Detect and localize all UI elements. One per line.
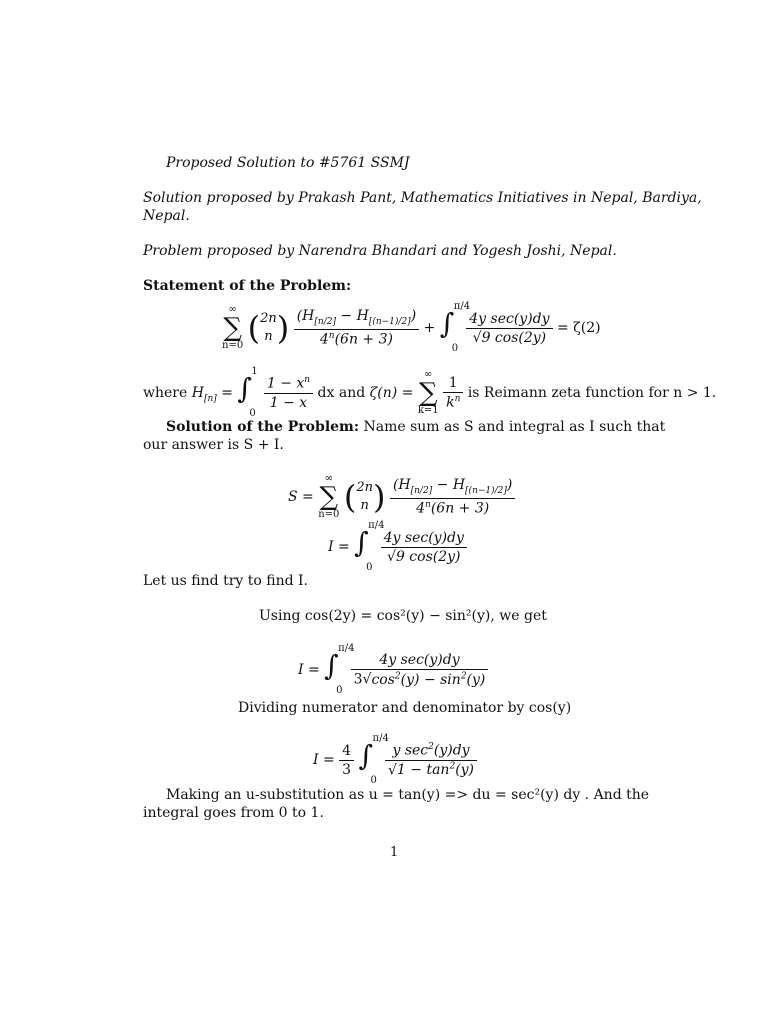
solution-heading-line — [166, 420, 665, 434]
substitution-text: Making an u-substitution as u = tan(y) => du = sec²(y) dy . And the — [166, 787, 650, 803]
zeta-description: is Reimann zeta function for n > 1. — [467, 385, 717, 401]
find-i-text: Let us find try to find I. — [143, 573, 309, 589]
sum-operator: ∞ ∑ n=0 — [318, 473, 340, 520]
solution-author-line: Solution proposed by Prakash Pant, Mathematics Initiatives in Nepal, Bardiya, — [143, 190, 702, 206]
document-title: Proposed Solution to #5761 SSMJ — [166, 155, 410, 171]
harmonic-fraction: $\frac{(H_{[n/2]} - H_{[(n-1)/2]})}{4^n(6n + 3)}$ — [390, 478, 515, 515]
zeta-term: $\frac{1}{k^n}$ — [443, 376, 463, 410]
sum-operator: ∞ ∑ k=1 — [417, 369, 439, 416]
solution-heading: Solution of the Problem: — [166, 419, 360, 435]
definitions-line: where $H_{[n]}$ = ∫ 1 0 $\frac{1 - x^n}{1 - x}$ dx and ζ(n) = ∞ ∑ k=1 $\frac{1}{k^n}$ is Reimann zeta function for n > 1. — [143, 366, 717, 419]
problem-equation: ∞ ∑ n=0 (2n n ) $\frac{(H_{[n/2]} - H_{[(n-1)/2]})}{4^n(6n + 3)}$ + ∫ π/4 0 $\frac{\text{4y sec(y)dy}}{√9 \cos(2y)}$ = ζ(2) — [222, 301, 601, 354]
integral-sign: ∫ π/4 0 — [354, 520, 385, 573]
integral-sign: ∫ π/4 0 — [439, 301, 471, 354]
solution-author-line-cont: Nepal. — [143, 208, 190, 224]
reduced-integrand: $\frac{y \sec^2(y)dy}{√1 - \tan^2(y)}$ — [385, 743, 477, 777]
solution-intro-cont: our answer is S + I. — [143, 437, 284, 453]
dividing-text: Dividing numerator and denominator by cos(y) — [238, 700, 572, 716]
and-label: dx and — [317, 385, 366, 401]
i-definition: I = ∫ π/4 0 $\frac{\text{4y sec(y)dy}}{√9 \cos(2y)}$ — [328, 525, 467, 569]
where-label: where — [143, 385, 188, 401]
problem-author-line: Problem proposed by Narendra Bhandari and Yogesh Joshi, Nepal. — [143, 243, 617, 259]
substitution-text-cont: integral goes from 0 to 1. — [143, 805, 324, 821]
page-number: 1 — [390, 845, 399, 860]
integrand-fraction: $\frac{\text{4y sec(y)dy}}{√9 \cos(2y)}$ — [381, 531, 467, 564]
integral-sign: ∫ 1 0 — [237, 366, 258, 419]
using-identity-text: Using cos(2y) = cos²(y) − sin²(y), we get — [259, 608, 547, 624]
integral-sign: ∫ π/4 0 — [324, 643, 355, 696]
integral-sign: ∫ π/4 0 — [358, 733, 389, 786]
harmonic-integrand: $\frac{1 - x^n}{1 - x}$ — [264, 376, 313, 410]
binomial-coefficient: (2n n ) — [247, 309, 290, 347]
i-reduced: I = $\frac{4}{3}$ ∫ π/4 0 $\frac{y \sec^2(y)dy}{√1 - \tan^2(y)}$ — [313, 738, 477, 782]
integrand-fraction: $\frac{\text{4y sec(y)dy}}{√9 \cos(2y)}$ — [466, 312, 552, 345]
s-definition: S = ∞ ∑ n=0 (2n n ) $\frac{(H_{[n/2]} - H_{[(n-1)/2]})}{4^n(6n + 3)}$ — [288, 474, 515, 520]
equation-result: = ζ(2) — [556, 320, 601, 336]
harmonic-fraction: $\frac{(H_{[n/2]} - H_{[(n-1)/2]})}{4^n(6n + 3)}$ — [294, 309, 419, 346]
expanded-integrand: $\frac{\text{4y sec(y)dy}}{3√\cos^2(y) - \sin^2(y)}$ — [351, 653, 489, 687]
i-expanded: I = ∫ π/4 0 $\frac{\text{4y sec(y)dy}}{3√\cos^2(y) - \sin^2(y)}$ — [298, 648, 488, 692]
statement-heading: Statement of the Problem: — [143, 278, 352, 294]
binomial-coefficient: (2n n ) — [343, 478, 386, 516]
solution-intro: Name sum as S and integral as I such that — [363, 419, 666, 435]
constant-fraction: $\frac{4}{3}$ — [339, 744, 354, 777]
sum-operator: ∞ ∑ n=0 — [222, 304, 244, 351]
